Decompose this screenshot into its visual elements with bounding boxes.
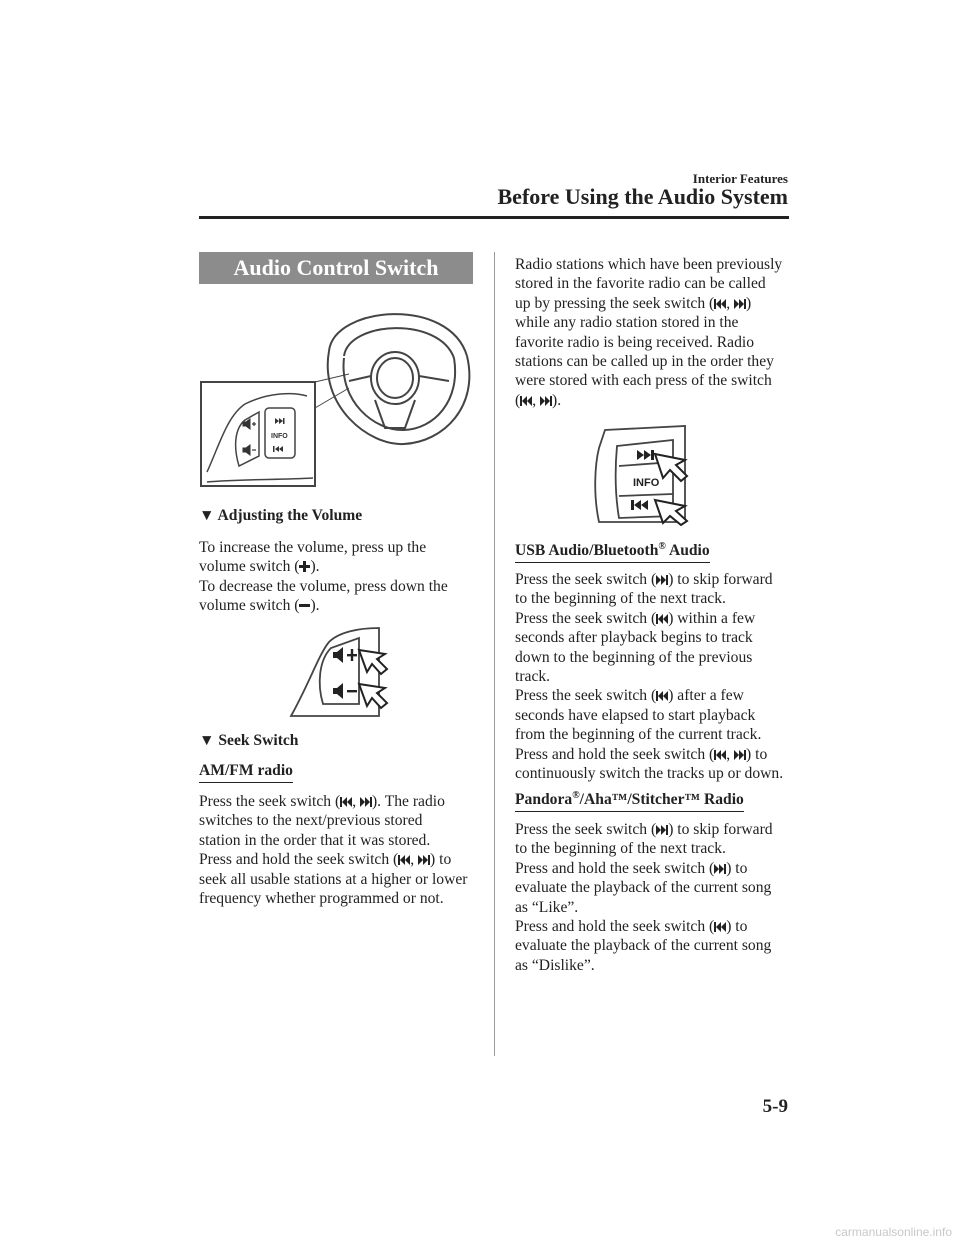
page-title: Before Using the Audio System [497, 184, 788, 209]
seek-switch-illustration [587, 424, 691, 526]
pandora-text: Press the seek switch ( ) to skip forward to the beginning of the next track. Press and hold the seek switch ( ) to evaluate the playback of the current song as “Like”. Press and hold the seek switch ( ) to evaluate the playback of the current song as “Dislike”. [515, 821, 773, 974]
volume-switch-illustration [289, 624, 389, 720]
seek-back-icon [656, 691, 668, 701]
inset-info-label: INFO [271, 433, 288, 440]
steering-wheel-illustration [199, 296, 475, 490]
seek-forward-icon [714, 864, 726, 874]
seek-back-icon [714, 750, 726, 760]
adjust-volume-text: To increase the volume, press up the volume switch ( ). To decrease the volume, press down the volume switch ( ). [199, 539, 448, 615]
seek-forward-icon [418, 855, 430, 865]
seek-forward-icon [540, 396, 552, 406]
usb-bluetooth-heading: USB Audio/Bluetooth® Audio [515, 541, 710, 563]
seek-back-icon [656, 614, 668, 624]
usb-bluetooth-text: Press the seek switch ( ) to skip forward to the beginning of the next track. Press the seek switch ( ) within a few seconds after playback begins to track down to the beginning of the previous track. Press the seek switch ( ) after a few seconds have elapsed to start playback from the beginning of the current track. Press and hold the seek switch ( , ) to continuously switch the tracks up or down. [515, 571, 784, 783]
info-label: INFO [633, 477, 660, 489]
watermark: carmanualsonline.info [835, 1225, 952, 1239]
favorite-radio-text: Radio stations which have been previously stored in the favorite radio can be called up by pressing the seek switch ( , ) while any radio station stored in the favorite radio is being received. Radio stations can be called up in the order they were stored with each press of the switch ( , ). [515, 256, 783, 409]
seek-switch-heading: ▼ Seek Switch [199, 732, 299, 749]
seek-back-icon [714, 299, 726, 309]
minus-icon [299, 600, 310, 611]
seek-back-icon [714, 922, 726, 932]
seek-forward-icon [734, 299, 746, 309]
seek-forward-icon [656, 575, 668, 585]
seek-back-icon [520, 396, 532, 406]
column-divider [494, 252, 495, 1056]
pandora-heading: Pandora®/Aha™/Stitcher™ Radio [515, 790, 744, 812]
page-number: 5-9 [762, 1096, 788, 1117]
seek-back-icon [398, 855, 410, 865]
adjust-volume-heading: ▼ Adjusting the Volume [199, 507, 363, 524]
seek-forward-icon [656, 825, 668, 835]
plus-icon [299, 561, 310, 572]
seek-forward-icon [734, 750, 746, 760]
triangle-marker-icon: ▼ [199, 732, 219, 749]
triangle-marker-icon: ▼ [199, 507, 218, 524]
seek-forward-icon [360, 797, 372, 807]
section-banner: Audio Control Switch [199, 252, 473, 284]
amfm-heading: AM/FM radio [199, 762, 293, 783]
seek-back-icon [340, 797, 352, 807]
section-label: Interior Features [692, 171, 788, 186]
amfm-text: Press the seek switch ( , ). The radio switches to the next/previous stored station in the order that it was stored. Press and hold the seek switch ( , ) to seek all usable stations at a higher or lower frequency whether programmed or not. [199, 793, 468, 908]
header-rule [199, 216, 789, 219]
